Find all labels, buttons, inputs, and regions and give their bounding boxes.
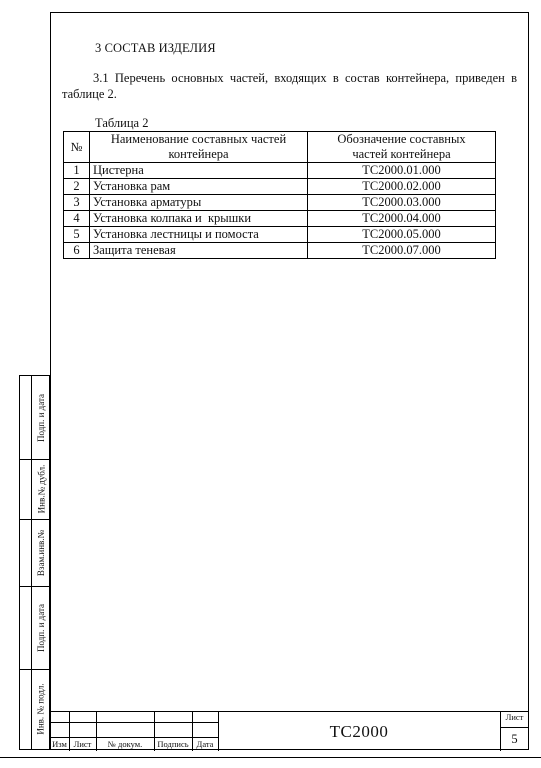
table-header-row [64,132,496,163]
sheet-number: 5 [511,732,518,746]
title-block [50,711,529,751]
row-name: Цистерна [90,163,308,179]
row-number: 4 [64,211,90,227]
table-row [64,179,496,195]
header-code: Обозначение составных частей контейнера [308,132,496,163]
sheet-label: Лист [505,712,524,722]
document-designation: ТС2000 [329,721,389,741]
row-name: Установка рам [90,179,308,195]
side-label-sign-date-2: Подп. и дата [36,603,46,652]
row-name: Установка арматуры [90,195,308,211]
table-row [64,195,496,211]
table-row [64,163,496,179]
row-number: 1 [64,163,90,179]
col-signature: Подпись [157,739,189,749]
row-code: ТС2000.04.000 [308,211,496,227]
row-number: 5 [64,227,90,243]
header-number: № [64,132,90,163]
row-code: ТС2000.03.000 [308,195,496,211]
row-number: 6 [64,243,90,259]
header-name: Наименование составных частей контейнера [90,132,308,163]
bottom-rule [0,757,541,758]
row-number: 3 [64,195,90,211]
row-name: Установка колпака и крышки [90,211,308,227]
row-name: Защита теневая [90,243,308,259]
table-caption: Таблица 2 [95,116,149,130]
side-label-replace-inv: Взам.инв.№ [36,529,46,576]
section-paragraph: 3.1 Перечень основных частей, входящих в состав контейнера, приведен в таблице 2. [62,71,517,101]
row-name: Установка лестницы и помоста [90,227,308,243]
table-row [64,211,496,227]
row-code: ТС2000.07.000 [308,243,496,259]
parts-table [63,131,496,259]
table-row [64,243,496,259]
side-stamp [19,375,50,750]
side-label-dup-inv: Инв.№ дубл. [36,464,46,514]
side-label-sign-date: Подп. и дата [36,393,46,442]
row-code: ТС2000.02.000 [308,179,496,195]
side-label-orig-inv: Инв. № подл. [36,683,46,735]
row-code: ТС2000.05.000 [308,227,496,243]
col-list: Лист [73,739,92,749]
row-number: 2 [64,179,90,195]
section-heading: 3 СОСТАВ ИЗДЕЛИЯ [95,41,216,55]
col-doc-num: № докум. [107,739,143,749]
table-row [64,227,496,243]
row-code: ТС2000.01.000 [308,163,496,179]
col-date: Дата [196,739,214,749]
col-izm: Изм [52,739,67,749]
